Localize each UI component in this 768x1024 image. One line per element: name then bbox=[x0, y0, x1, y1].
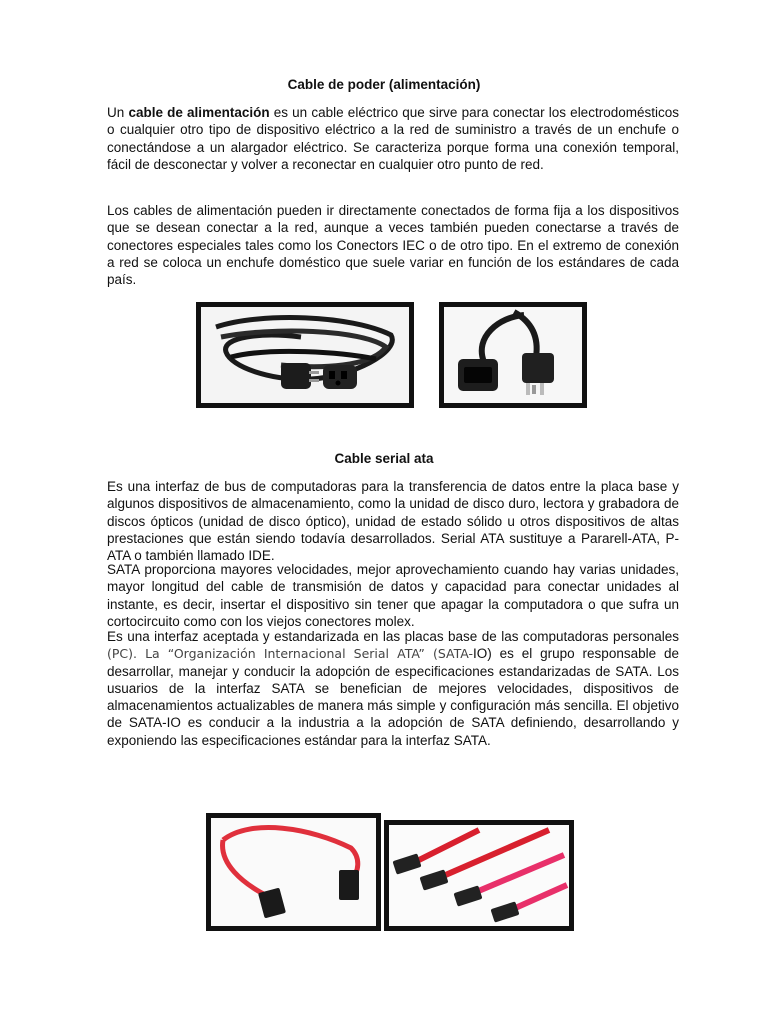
bold-term: cable de alimentación bbox=[128, 105, 270, 120]
text-run: Un bbox=[107, 105, 129, 120]
sata-cable-illustration bbox=[211, 818, 376, 926]
text-run: es un cable eléctrico que sirve para conectar los electrodomésticos o cualquier otro tipo de dispositivo eléctrico a la red de suministro a través de un enchufe o conectándose a un alargador eléctrico. Se caracteriza porque forma una conexión temporal, fácil de desconectar y volver a reconectar en cualquier otro punto de red. bbox=[107, 105, 679, 172]
text-run: IO) es el grupo responsable de desarrollar, manejar y conducir la adopción de especificaciones estandarizadas de SATA. Los usuarios de la interfaz SATA se benefician de mejores velocidades, dispositivos de almacenamientos actualizables de manera más simple y configuración más sencilla. El objetivo de SATA-IO es conducir a la industria a la adopción de SATA definiendo, desarrollando y exponiendo las especificaciones estándar para la interfaz SATA. bbox=[107, 646, 679, 748]
paragraph-sata-definition: Es una interfaz de bus de computadoras para la transferencia de datos entre la placa base y algunos dispositivos de almacenamiento, como la unidad de disco duro, lectora y grabadora de discos ópticos (unidad de disco óptico), unidad de estado sólido u otros dispositivos de altas prestaciones que están siendo todavía desarrollados. Serial ATA sustituye a Pararell-ATA, P-ATA o también llamado IDE. bbox=[107, 479, 679, 564]
sata-cable-illustration bbox=[389, 825, 569, 926]
power-cable-photo-2 bbox=[439, 302, 587, 408]
paragraph-sata-advantages: SATA proporciona mayores velocidades, mejor aprovechamiento cuando hay varias unidades, mayor longitud del cable de transmisión de datos y capacidad para conectar unidades al instante, es decir, insertar el dispositivo sin tener que apagar la computadora o que sufra un cortocircuito como con los viejos conectores molex. bbox=[107, 562, 679, 629]
paragraph-sata-standard bbox=[107, 628, 679, 749]
sata-cable-photo-2 bbox=[384, 820, 574, 931]
paragraph-power-cable-definition bbox=[107, 104, 679, 173]
section-title-power-cable: Cable de poder (alimentación) bbox=[287, 77, 481, 92]
text-run-alt-font: (PC). La “Organización Internacional Serial ATA” (SATA- bbox=[107, 646, 474, 662]
power-cable-illustration bbox=[201, 307, 409, 403]
paragraph-power-cable-connection: Los cables de alimentación pueden ir directamente conectados de forma fija a los dispositivos que se desean conectar a la red, aunque a veces también pueden conectarse a través de conectores especiales tales como los Conectors IEC o de otro tipo. En el extremo de conexión a red se coloca un enchufe doméstico que suele variar en función de los estándares de cada país. bbox=[107, 203, 679, 288]
text-run: Es una interfaz aceptada y estandarizada en las placas base de las computadoras personales bbox=[107, 629, 679, 644]
section-title-sata-cable: Cable serial ata bbox=[334, 451, 434, 466]
power-cable-photo-1 bbox=[196, 302, 414, 408]
power-cable-illustration bbox=[444, 307, 582, 403]
sata-cable-photo-1 bbox=[206, 813, 381, 931]
